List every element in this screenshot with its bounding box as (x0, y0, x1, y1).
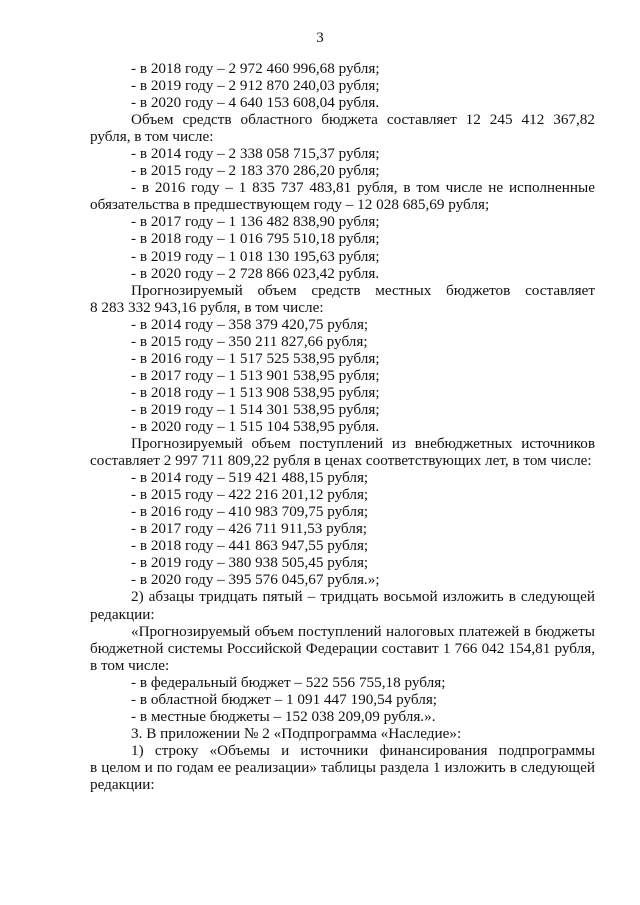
document-body (90, 60, 595, 793)
text-line: 8 283 332 943,16 рубля, в том числе: (90, 298, 324, 316)
text-line: редакции: (90, 775, 155, 793)
text-line: - в 2019 году – 1 514 301 538,95 рубля; (131, 400, 380, 418)
text-line: - в 2019 году – 2 912 870 240,03 рубля; (131, 77, 380, 95)
text-line: Объем средств областного бюджета составляет 12 245 412 367,82 (131, 111, 595, 129)
text-line: - в 2014 году – 358 379 420,75 рубля; (131, 315, 369, 333)
text-line: - в 2020 году – 4 640 153 608,04 рубля. (131, 94, 380, 112)
text-line: составляет 2 997 711 809,22 рубля в ценах соответствующих лет, в том числе: (90, 452, 592, 470)
text-line: - в 2018 году – 1 513 908 538,95 рубля; (131, 383, 380, 401)
text-line: - в 2016 году – 1 517 525 538,95 рубля; (131, 349, 380, 367)
text-line: 2) абзацы тридцать пятый – тридцать восьмой изложить в следующей (131, 588, 595, 606)
text-line: - в 2015 году – 2 183 370 286,20 рубля; (131, 162, 380, 180)
text-line: - в 2018 году – 1 016 795 510,18 рубля; (131, 230, 380, 248)
text-line: - в 2018 году – 441 863 947,55 рубля; (131, 537, 369, 555)
text-line: - в 2017 году – 1 513 901 538,95 рубля; (131, 366, 380, 384)
text-line: в том числе: (90, 656, 170, 674)
text-line: бюджетной системы Российской Федерации составит 1 766 042 154,81 рубля, (90, 639, 595, 657)
text-line: - в 2019 году – 1 018 130 195,63 рубля; (131, 247, 380, 265)
text-line: в целом и по годам ее реализации» таблицы раздела 1 изложить в следующей (90, 758, 595, 776)
text-line: - в 2020 году – 395 576 045,67 рубля.»; (131, 571, 380, 589)
text-line: 3. В приложении № 2 «Подпрограмма «Наследие»: (131, 724, 462, 742)
text-line: Прогнозируемый объем поступлений из внебюджетных источников (131, 435, 595, 453)
text-line: - в 2015 году – 422 216 201,12 рубля; (131, 486, 369, 504)
text-line: - в 2014 году – 519 421 488,15 рубля; (131, 469, 369, 487)
text-line: - в 2014 году – 2 338 058 715,37 рубля; (131, 145, 380, 163)
text-line: - в федеральный бюджет – 522 556 755,18 рубля; (131, 673, 446, 691)
text-line: - в 2020 году – 2 728 866 023,42 рубля. (131, 264, 380, 282)
text-line: - в 2015 году – 350 211 827,66 рубля; (131, 332, 368, 350)
text-line: - в областной бюджет – 1 091 447 190,54 рубля; (131, 690, 438, 708)
text-line: - в 2018 году – 2 972 460 996,68 рубля; (131, 60, 380, 77)
text-line: 1) строку «Объемы и источники финансирования подпрограммы (131, 741, 595, 759)
text-line: редакции: (90, 605, 155, 623)
text-line: - в 2020 году – 1 515 104 538,95 рубля. (131, 417, 380, 435)
text-line: рубля, в том числе: (90, 128, 214, 146)
text-line: - в 2017 году – 1 136 482 838,90 рубля; (131, 213, 380, 231)
text-line: - в 2016 году – 1 835 737 483,81 рубля, в том числе не исполненные (131, 179, 595, 197)
text-line: обязательства в предшествующем году – 12 028 685,69 рубля; (90, 196, 490, 214)
text-line: «Прогнозируемый объем поступлений налоговых платежей в бюджеты (131, 622, 595, 640)
text-line: Прогнозируемый объем средств местных бюджетов составляет (131, 281, 595, 299)
text-line: - в 2016 году – 410 983 709,75 рубля; (131, 503, 369, 521)
page-number: 3 (316, 30, 324, 46)
text-line: - в 2019 году – 380 938 505,45 рубля; (131, 554, 369, 572)
text-line: - в 2017 году – 426 711 911,53 рубля; (131, 520, 368, 538)
text-line: - в местные бюджеты – 152 038 209,09 рубля.». (131, 707, 436, 725)
